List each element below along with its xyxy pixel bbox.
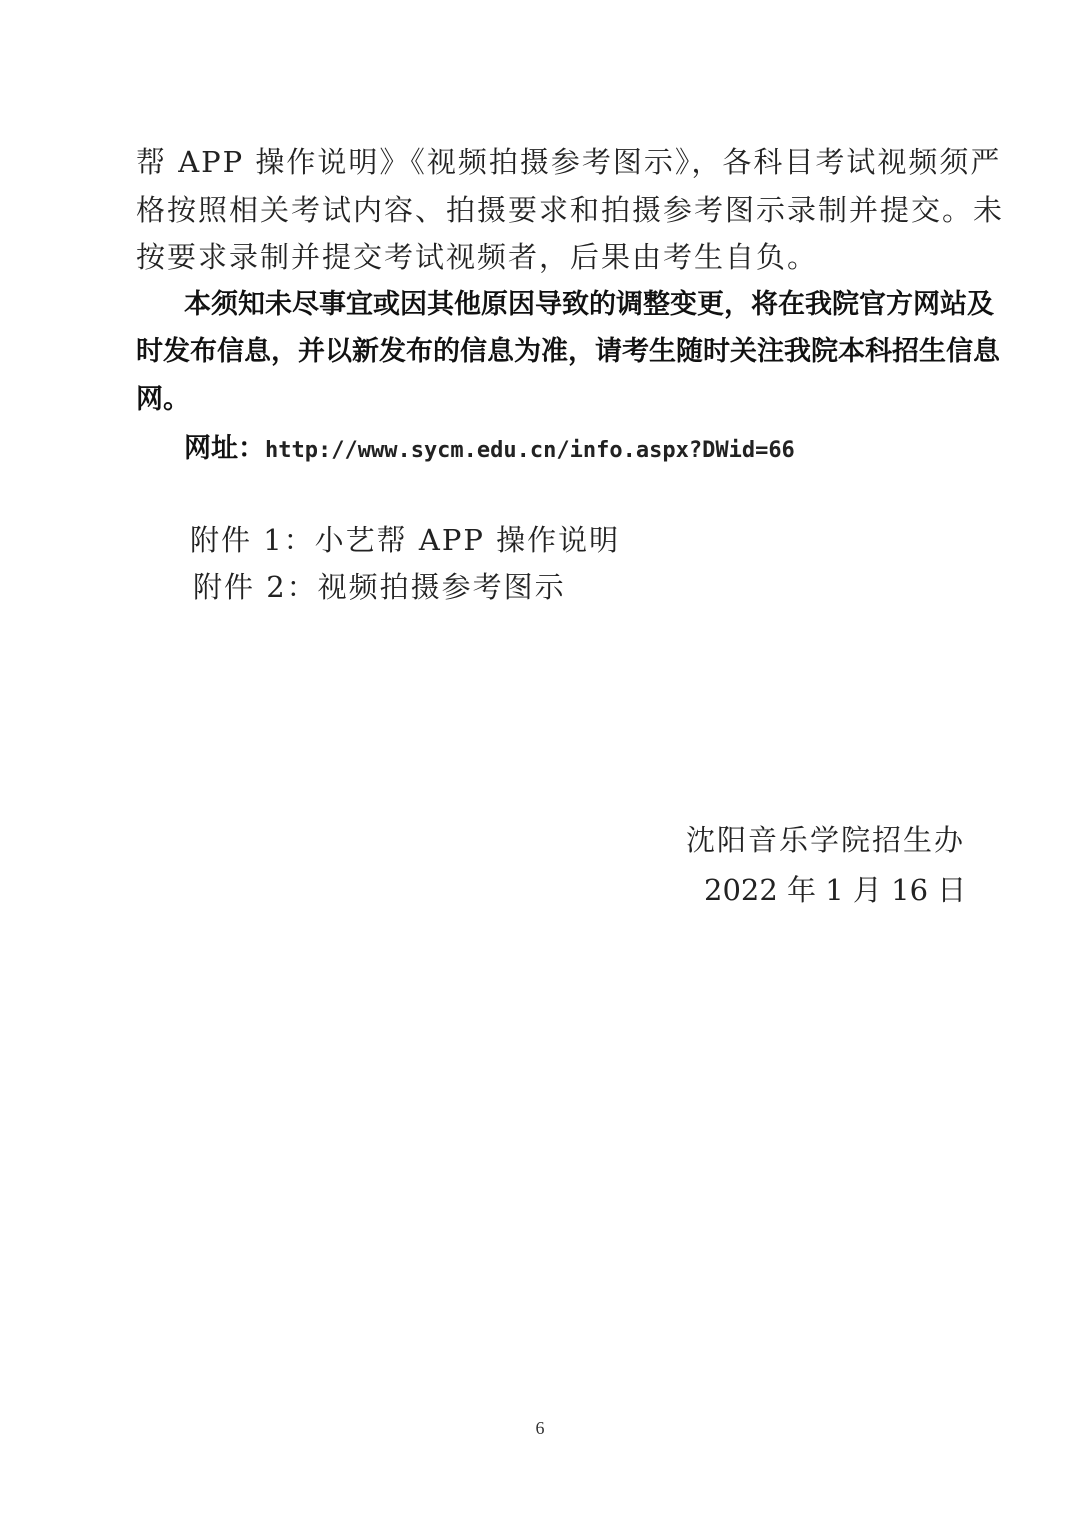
para2-line-2: 时发布信息，并以新发布的信息为准，请考生随时关注我院本科招生信息 [136,336,1000,367]
para1-line-1: 帮 APP 操作说明》《视频拍摄参考图示》，各科目考试视频须严 [136,145,1002,179]
url-label: 网址： [184,433,265,464]
page-number: 6 [535,1418,545,1438]
para1-line-3: 按要求录制并提交考试视频者，后果由考生自负。 [136,240,819,274]
attachment-2: 附件 2：视频拍摄参考图示 [193,570,566,604]
url-line [184,427,795,471]
attachment-1: 附件 1：小艺帮 APP 操作说明 [190,523,621,557]
url-link[interactable]: http://www.sycm.edu.cn/info.aspx?DWid=66 [265,438,795,463]
para2-line-1: 本须知未尽事宜或因其他原因导致的调整变更，将在我院官方网站及 [184,289,994,320]
para2-line-3: 网。 [136,384,190,415]
signature-org: 沈阳音乐学院招生办 [686,823,966,857]
para1-line-2: 格按照相关考试内容、拍摄要求和拍摄参考图示录制并提交。未 [136,193,1005,227]
signature-date: 2022 年 1 月 16 日 [704,873,967,907]
